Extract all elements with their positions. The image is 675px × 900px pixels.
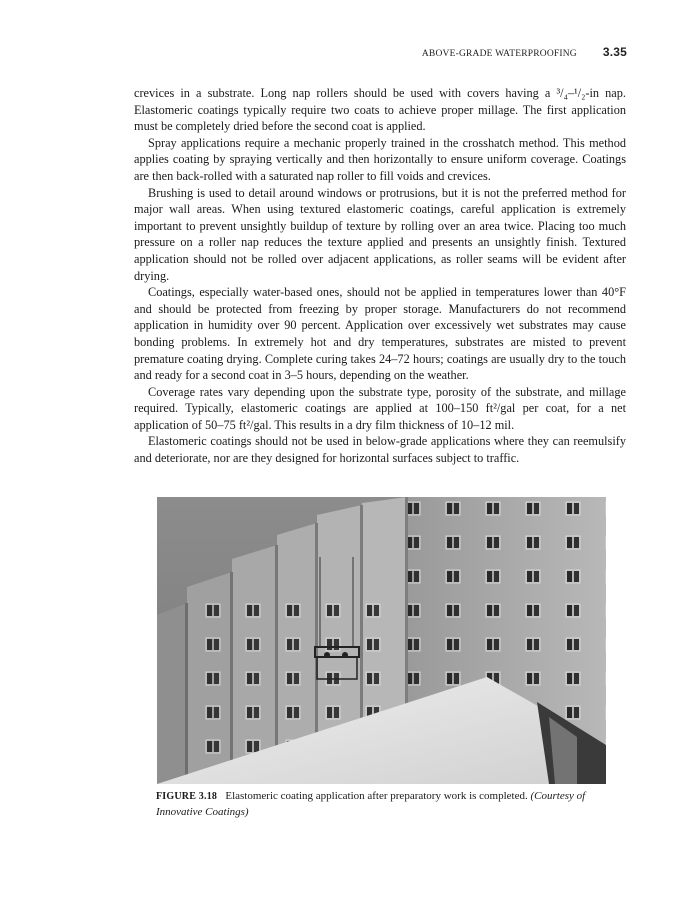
paragraph-6: Elastomeric coatings should not be used in below-grade applications where they can reemulsify and deteriorate, nor are they designed for horizontal surfaces subject to traffic. <box>134 434 626 466</box>
paragraph-4: Coatings, especially water-based ones, should not be applied in temperatures lower than 40°F and should be protected from freezing by proper storage. Manufacturers do not recommend application in humidity over 90 percent. Application over excessively wet substrates may cause bonding problems. In extremely hot and dry temperatures, substrates are misted to prevent premature coating drying. Complete curing takes 24–72 hours; coatings are usually dry to the touch and ready for a second coat in 3–5 hours, depending on the weather. <box>134 285 626 383</box>
figure-caption-text: Elastomeric coating application after preparatory work is completed. <box>225 790 528 802</box>
body-text <box>134 85 626 467</box>
paragraph-1: crevices in a substrate. Long nap rollers should be used with covers having a ³/₄–¹/₂-in nap. Elastomeric coatings typically require two coats to achieve proper millage. The first application must be completely dried before the second coat is applied. <box>134 86 626 134</box>
paragraph-2: Spray applications require a mechanic properly trained in the crosshatch method. This method applies coating by spraying vertically and then horizontally to ensure uniform coverage. Coatings are then back-rolled with a saturated nap roller to fill voids and crevices. <box>134 135 626 183</box>
figure-photo-building <box>157 497 606 784</box>
wall-step-1 <box>157 603 187 784</box>
building-photo <box>157 497 606 784</box>
figure-label: FIGURE 3.18 <box>156 791 218 802</box>
figure-caption <box>156 789 608 819</box>
running-head <box>422 45 627 59</box>
paragraph-5: Coverage rates vary depending upon the substrate type, porosity of the substrate, and millage required. Typically, elastomeric coatings are applied at 100–150 ft²/gal per coat, for a net application of 50–75 ft²/gal. This results in a dry film thickness of 10–12 mil. <box>134 384 626 432</box>
paragraph-3: Brushing is used to detail around windows or protrusions, but it is not the preferred method for major wall areas. When using textured elastomeric coatings, careful application is extremely important to prevent unsightly buildup of texture by rolling over an area twice. Placing too much pressure on a roller nap reduces the texture applied and presents an unsightly finish. Textured application should not be rolled over adjacent applications, as roller seams will be evident after drying. <box>134 185 626 283</box>
figure-courtesy: (Courtesy of Innovative Coatings) <box>156 790 586 818</box>
running-title: ABOVE-GRADE WATERPROOFING <box>421 49 577 59</box>
page-number: 3.35 <box>602 45 627 59</box>
